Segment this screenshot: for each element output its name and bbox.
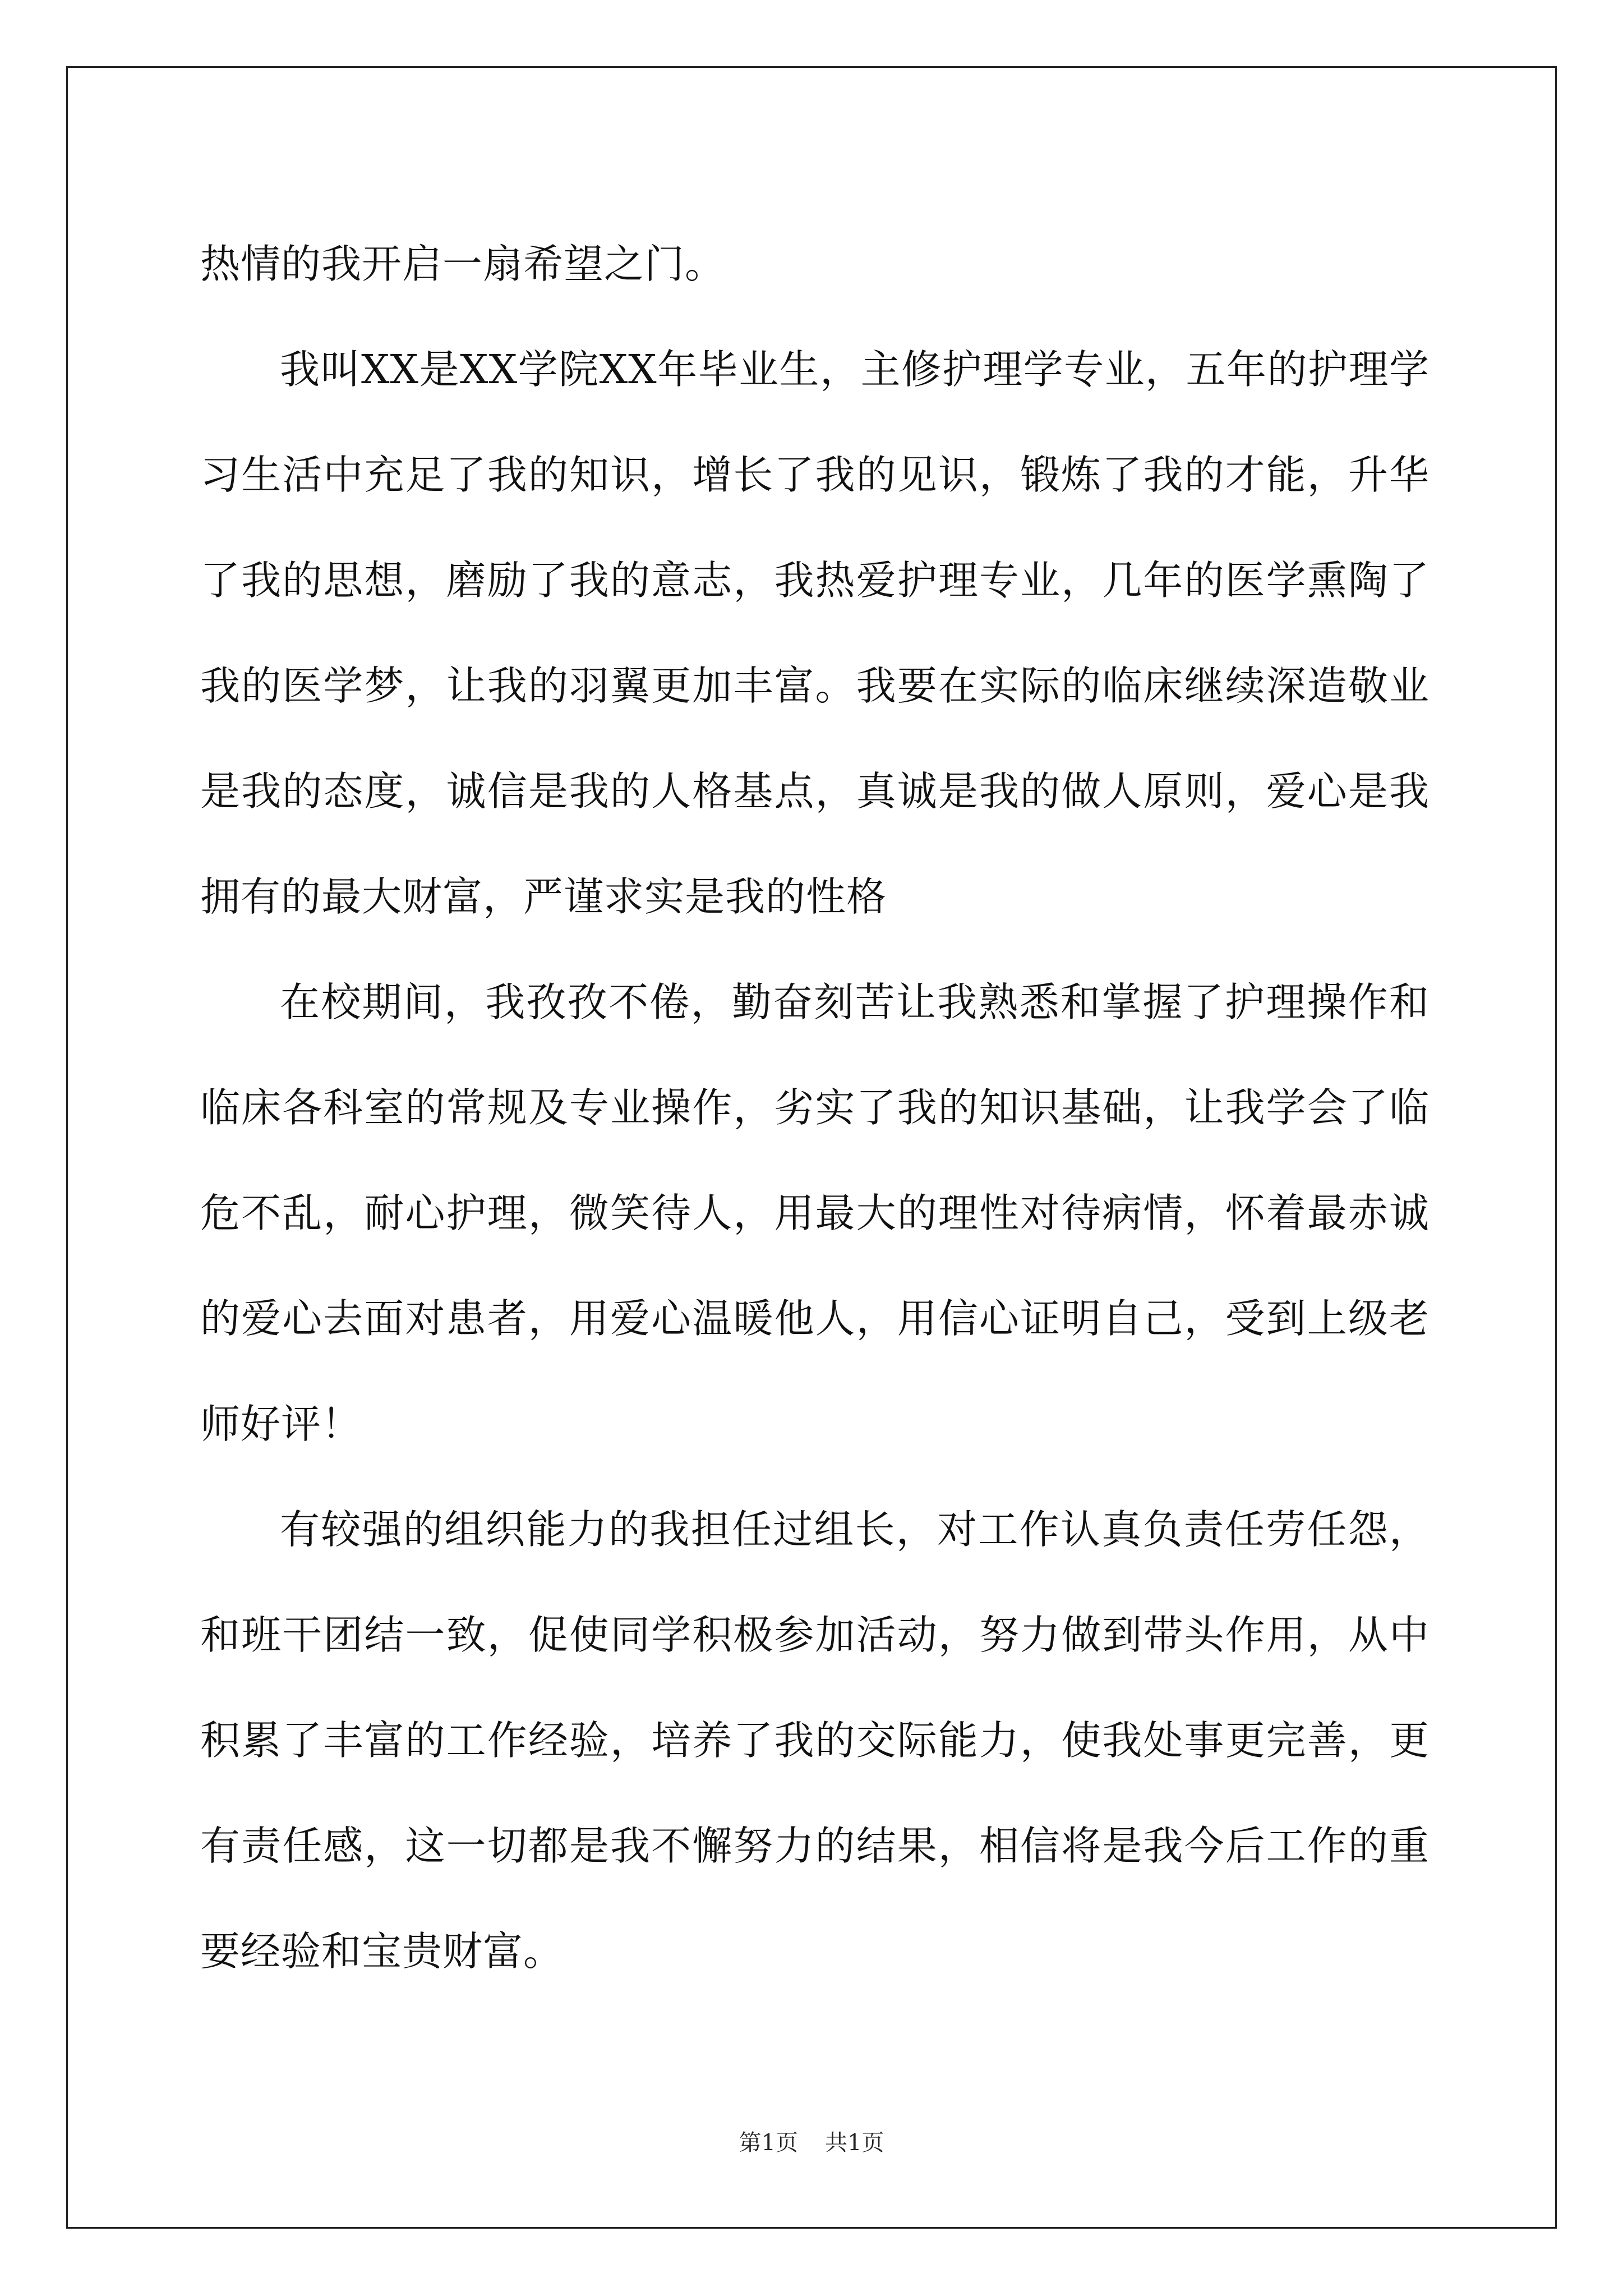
paragraph: 在校期间，我孜孜不倦，勤奋刻苦让我熟悉和掌握了护理操作和临床各科室的常规及专业操作，劣实了我的知识基础，让我学会了临危不乱，耐心护理，微笑待人，用最大的理性对待病情，怀着最赤诚的爱心去面对患者，用爱心温暖他人，用信心证明自己，受到上级老师好评！: [200, 979, 1430, 1447]
paragraph: 热情的我开启一扇希望之门。: [200, 241, 726, 287]
page-total: 共1页: [825, 2130, 884, 2156]
page-number: 第1页: [739, 2130, 798, 2156]
paragraph: 有较强的组织能力的我担任过组长，对工作认真负责任劳任怨，和班干团结一致，促使同学积极参加活动，努力做到带头作用，从中积累了丰富的工作经验，培养了我的交际能力，使我处事更完善，更有责任感，这一切都是我不懈努力的结果，相信将是我今后工作的重要经验和宝贵财富。: [200, 1506, 1430, 1975]
page-footer: [0, 2129, 1623, 2157]
document-body: [200, 211, 1430, 2004]
paragraph: 我叫XX是XX学院XX年毕业生，主修护理学专业，五年的护理学习生活中充足了我的知识，增长了我的见识，锻炼了我的才能，升华了我的思想，磨励了我的意志，我热爱护理专业，几年的医学熏陶了我的医学梦，让我的羽翼更加丰富。我要在实际的临床继续深造敬业是我的态度，诚信是我的人格基点，真诚是我的做人原则，爱心是我拥有的最大财富，严谨求实是我的性格: [200, 346, 1430, 920]
